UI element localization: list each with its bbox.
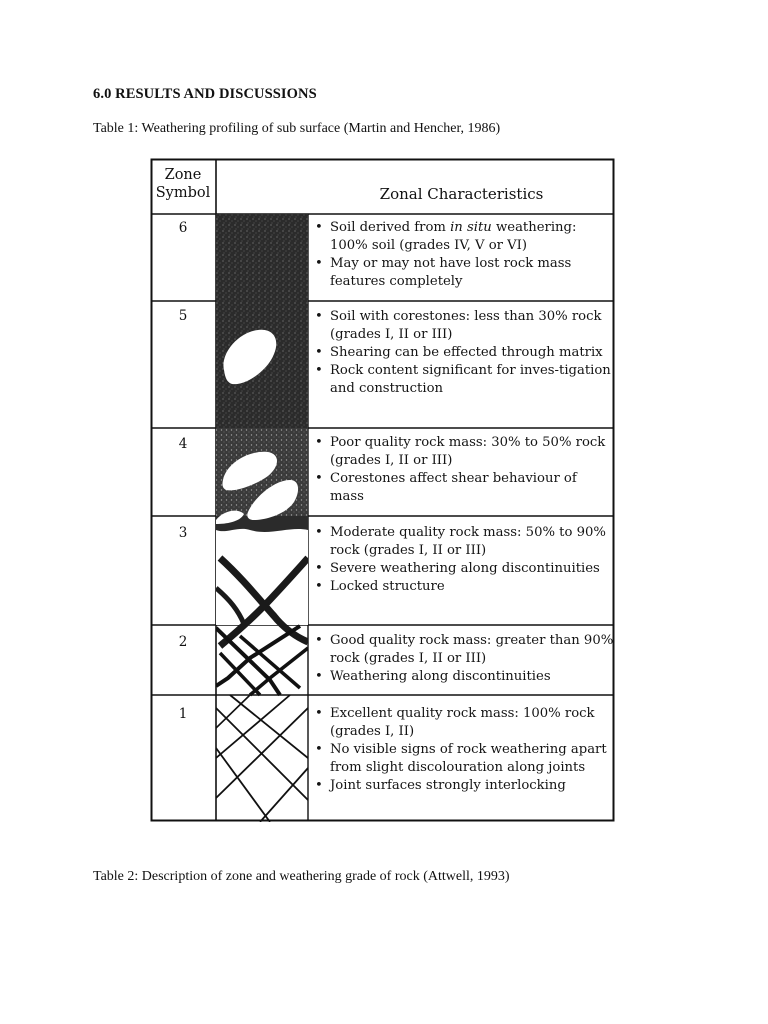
zone-1-characteristics <box>312 705 614 795</box>
zone-symbol-5: 5 <box>178 308 188 324</box>
zone-1-item-1: • Excellent quality rock mass: 100% rock (grades I, II) <box>312 705 614 741</box>
section-heading: 6.0 RESULTS AND DISCUSSIONS <box>93 86 317 102</box>
zone-header-line1: Zone <box>164 167 202 183</box>
zonal-characteristics-header: Zonal Characteristics <box>379 185 544 203</box>
zone-symbol-4: 4 <box>178 436 188 452</box>
zone-5-item-3: • Rock content significant for inves-tigation and construction <box>312 362 614 398</box>
zone-2-item-1: • Good quality rock mass: greater than 90% rock (grades I, II or III) <box>312 632 614 668</box>
zone-2-characteristics <box>312 632 614 686</box>
zone-1-item-2: • No visible signs of rock weathering apart from slight discolouration along joints <box>312 741 614 777</box>
zone-symbol-3: 3 <box>178 525 188 541</box>
zone-header-line2: Symbol <box>155 185 211 201</box>
zone-3-characteristics <box>312 524 614 596</box>
zone-6-characteristics <box>312 219 614 291</box>
zone-1-item-3: • Joint surfaces strongly interlocking <box>312 777 614 795</box>
zone-4-characteristics <box>312 434 614 506</box>
weathering-profile-table <box>150 158 615 822</box>
table1-caption: Table 1: Weathering profiling of sub surface (Martin and Hencher, 1986) <box>93 121 501 136</box>
zone-3-item-1: • Moderate quality rock mass: 50% to 90% rock (grades I, II or III) <box>312 524 614 560</box>
zone-3-item-2: • Severe weathering along discontinuities <box>312 560 614 578</box>
zone-5-item-2: • Shearing can be effected through matrix <box>312 344 614 362</box>
zone-6-item-2: • May or may not have lost rock mass features completely <box>312 255 614 291</box>
zone-4-item-1: • Poor quality rock mass: 30% to 50% rock (grades I, II or III) <box>312 434 614 470</box>
zone-6-item-1: • Soil derived from in situ weathering: 100% soil (grades IV, V or VI) <box>312 219 614 255</box>
zone-symbol-6: 6 <box>178 220 188 236</box>
zone-5-item-1: • Soil with corestones: less than 30% rock (grades I, II or III) <box>312 308 614 344</box>
zone-3-item-3: • Locked structure <box>312 578 614 596</box>
zone-symbol-2: 2 <box>178 634 188 650</box>
table2-caption: Table 2: Description of zone and weathering grade of rock (Attwell, 1993) <box>93 869 510 884</box>
zone-2-item-2: • Weathering along discontinuities <box>312 668 614 686</box>
zone-4-item-2: • Corestones affect shear behaviour of mass <box>312 470 614 506</box>
zone-5-characteristics <box>312 308 614 398</box>
zone-symbol-1: 1 <box>178 706 188 722</box>
zone-symbol-header <box>150 166 216 202</box>
